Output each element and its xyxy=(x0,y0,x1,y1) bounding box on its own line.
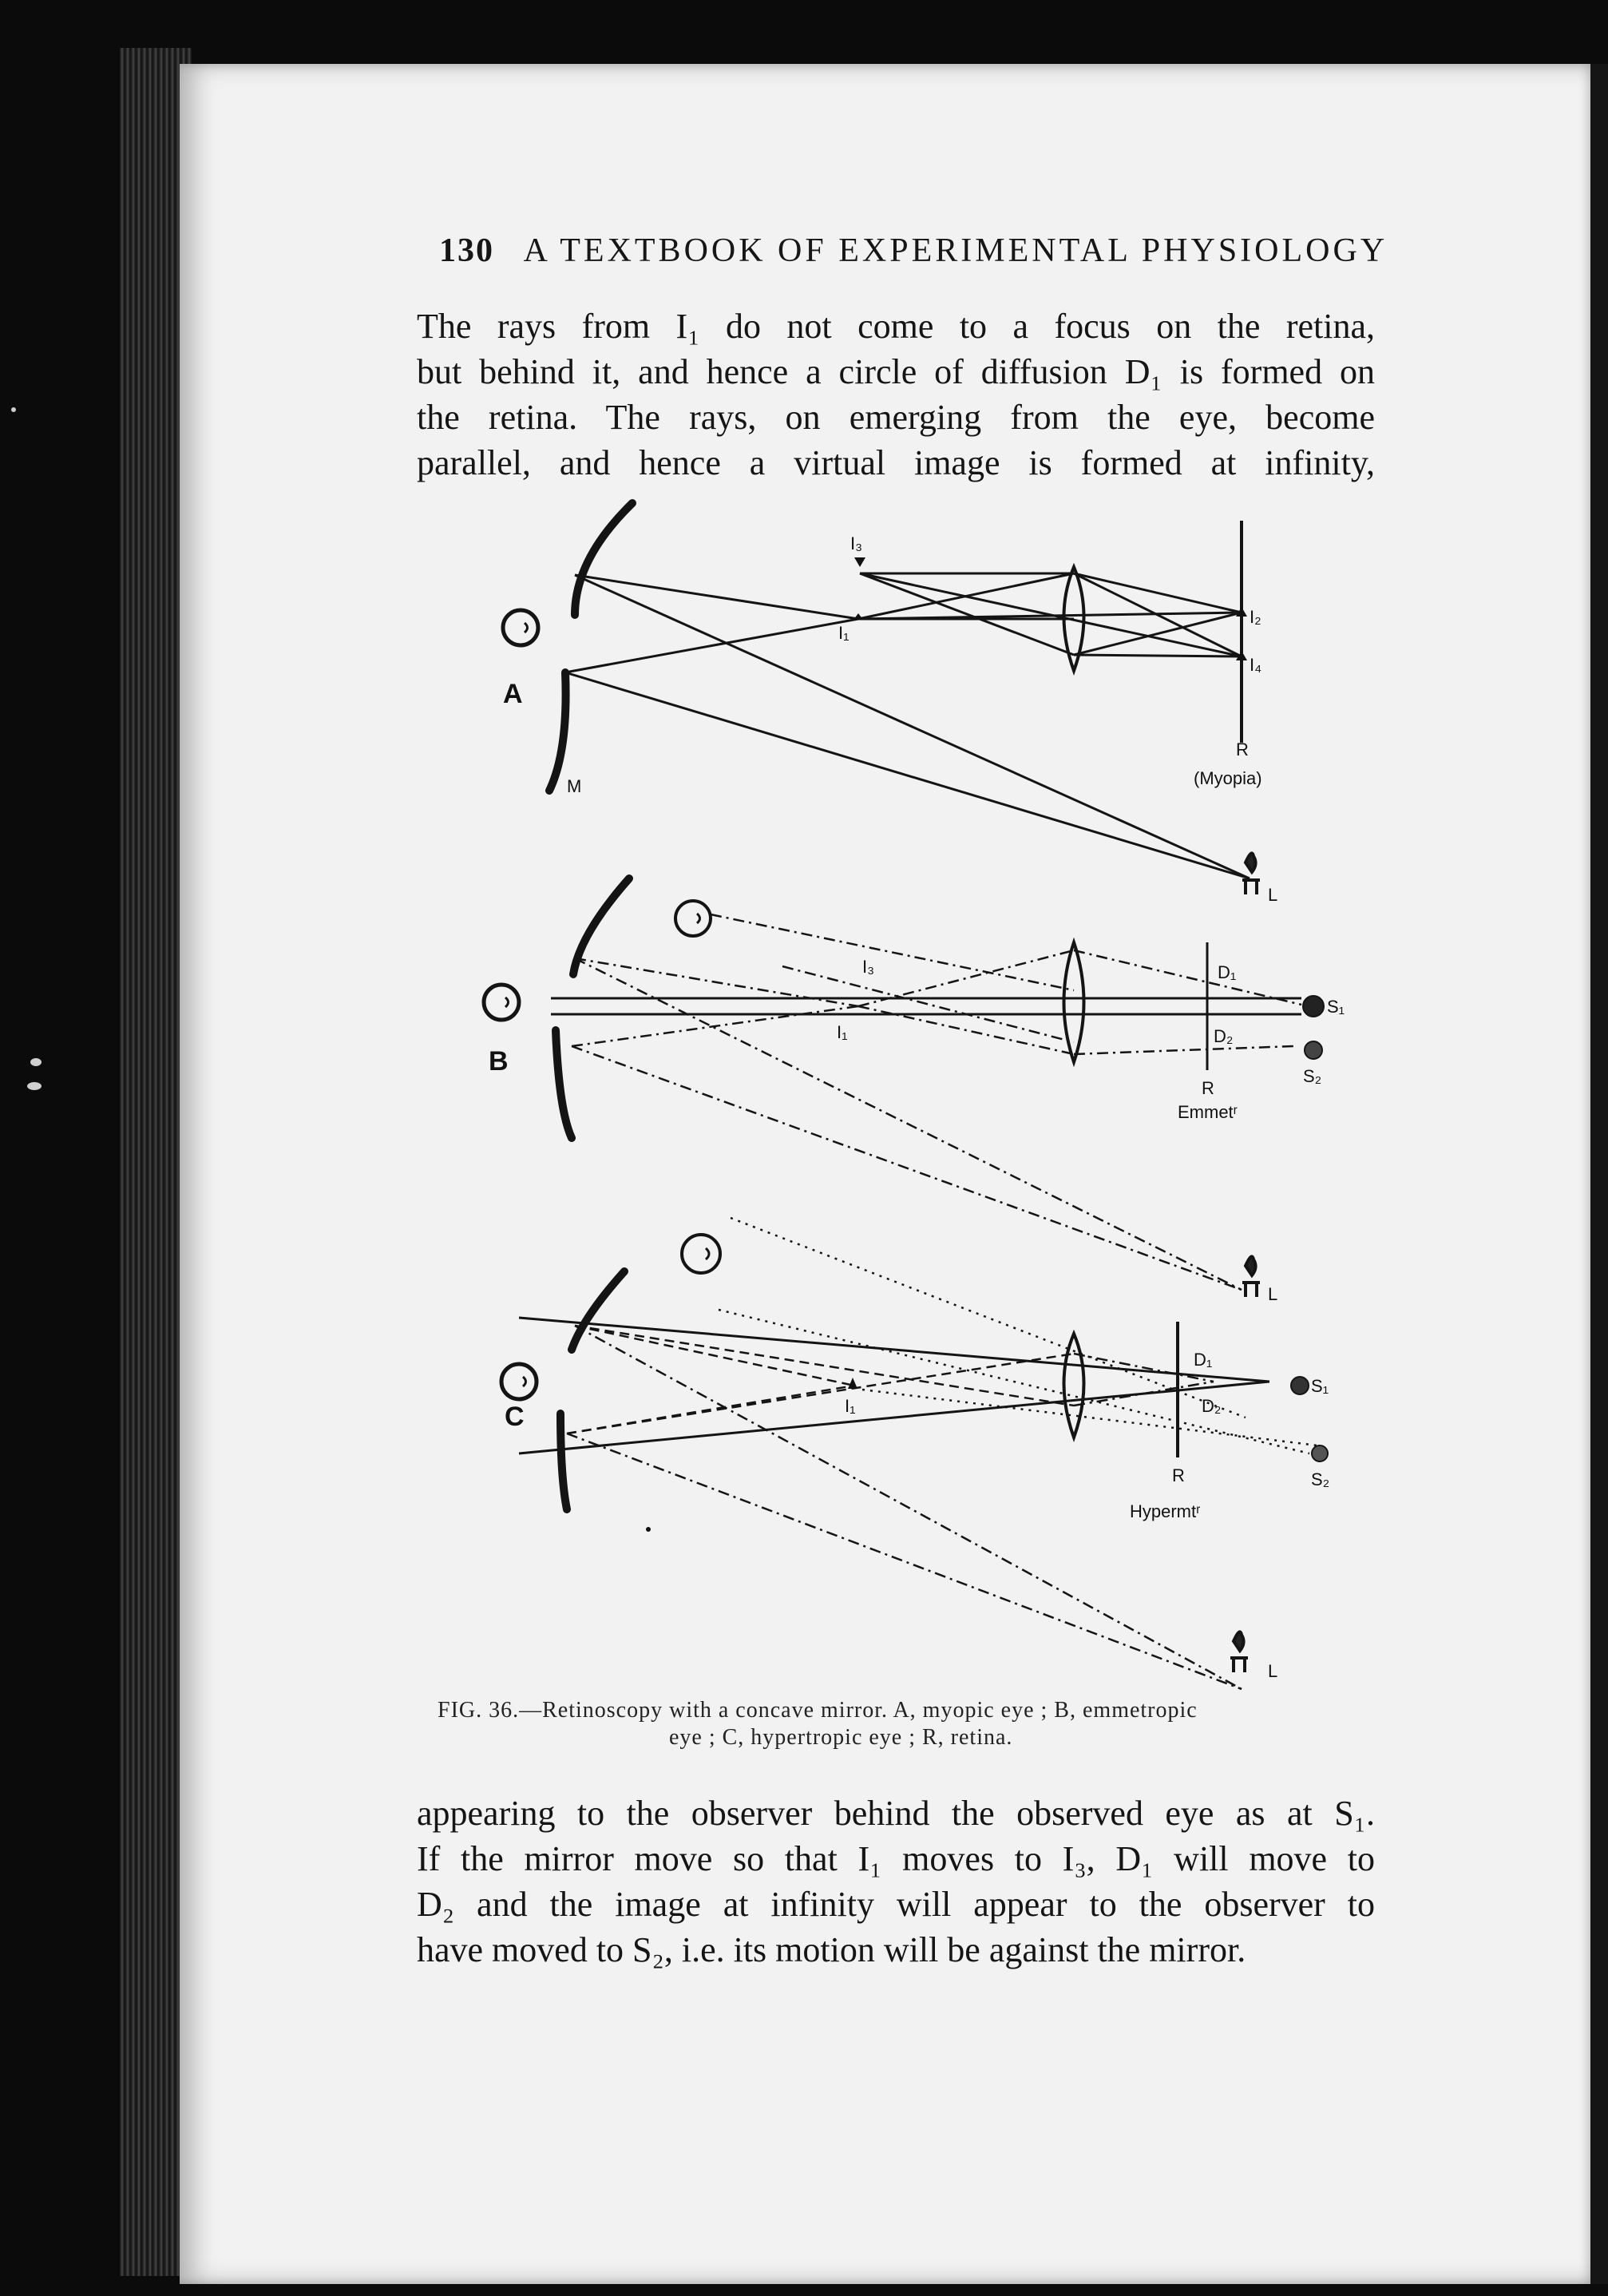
text-line: The rays from I₁ do not come to a focus on the retina, xyxy=(417,307,1375,346)
diffusion-label: D₁ xyxy=(1218,962,1237,982)
spot-label: S₂ xyxy=(1303,1066,1322,1086)
convex-lens xyxy=(1064,942,1084,1062)
spot-icon xyxy=(1312,1445,1328,1461)
observer-eye-icon xyxy=(503,610,538,645)
text-line: the retina. The rays, on emerging from the eye, become xyxy=(417,398,1375,437)
diffusion-label: D₁ xyxy=(1194,1350,1213,1370)
image-label: I₁ xyxy=(838,623,850,643)
paragraph-top xyxy=(417,303,1375,486)
page-number: 130 xyxy=(439,232,494,269)
text-line: appearing to the observer behind the observed eye as at S₁. xyxy=(417,1794,1375,1833)
text-line: If the mirror move so that I₁ moves to I₃, D₁ will move to xyxy=(417,1839,1375,1878)
diffusion-label: D₂ xyxy=(1214,1026,1234,1046)
lamp-label: L xyxy=(1268,1284,1278,1304)
spot-label: S₁ xyxy=(1311,1376,1329,1396)
lamp-icon xyxy=(1242,853,1260,894)
caption-line: eye ; C, hypertropic eye ; R, retina. xyxy=(669,1725,1013,1750)
convex-lens xyxy=(1064,1334,1084,1437)
retinoscopy-figure xyxy=(415,487,1421,1701)
spot-label: S₁ xyxy=(1327,997,1345,1017)
running-title: A TEXTBOOK OF EXPERIMENTAL PHYSIOLOGY xyxy=(523,232,1388,269)
lamp-icon xyxy=(1242,1256,1260,1297)
retina-label: R xyxy=(1172,1465,1185,1485)
image-label: I₃ xyxy=(862,957,875,977)
text-line: D₂ and the image at infinity will appear to the observer to xyxy=(417,1885,1375,1924)
panel-b xyxy=(484,878,1345,1304)
text-line: have moved to S₂, i.e. its motion will be against the mirror. xyxy=(417,1930,1246,1969)
spot-icon xyxy=(1291,1377,1309,1394)
panel-label: C xyxy=(505,1402,525,1432)
retina-note: Hypermtʳ xyxy=(1130,1501,1201,1521)
concave-mirror xyxy=(556,1030,572,1138)
panel-label: B xyxy=(489,1046,509,1077)
image-label: I₁ xyxy=(845,1396,856,1416)
figure-caption xyxy=(438,1697,1364,1751)
lamp-label: L xyxy=(1268,885,1278,905)
panel-c xyxy=(501,1218,1329,1689)
observer-eye-icon xyxy=(501,1364,537,1399)
image-label: I₁ xyxy=(837,1022,848,1042)
dust-speck xyxy=(11,407,16,412)
lamp-label: L xyxy=(1268,1661,1278,1681)
spot-label: S₂ xyxy=(1311,1469,1330,1489)
panel-a xyxy=(503,503,1277,905)
facing-page-edge xyxy=(1590,64,1608,2284)
retina-note: Emmetʳ xyxy=(1178,1102,1238,1122)
image-label: I₂ xyxy=(1250,607,1261,627)
spot-icon xyxy=(1305,1041,1322,1059)
running-header xyxy=(439,232,1388,270)
image-label: I₃ xyxy=(850,533,863,553)
retina-label: R xyxy=(1202,1078,1214,1098)
text-line: parallel, and hence a virtual image is formed at infinity, xyxy=(417,443,1375,482)
observer-eye-icon xyxy=(484,985,519,1020)
mirror-label: M xyxy=(567,776,582,796)
dust-speck xyxy=(30,1058,42,1066)
panel-label: A xyxy=(503,679,523,709)
concave-mirror xyxy=(560,1414,567,1509)
image-label: I₄ xyxy=(1250,655,1262,675)
diffusion-label: D₂ xyxy=(1202,1396,1222,1416)
retina-note: (Myopia) xyxy=(1194,768,1262,788)
lamp-icon xyxy=(1230,1632,1248,1672)
caption-line: FIG. 36.—Retinoscopy with a concave mirror. A, myopic eye ; B, emmetropic xyxy=(438,1698,1198,1723)
paragraph-bottom xyxy=(417,1790,1375,1973)
concave-mirror xyxy=(549,672,566,791)
patient-eye-icon xyxy=(675,901,711,936)
retina-label: R xyxy=(1236,740,1249,759)
dust-speck xyxy=(27,1082,42,1090)
text-line: but behind it, and hence a circle of diffusion D₁ is formed on xyxy=(417,352,1375,391)
patient-eye-icon xyxy=(682,1235,720,1273)
spot-icon xyxy=(1303,996,1324,1017)
